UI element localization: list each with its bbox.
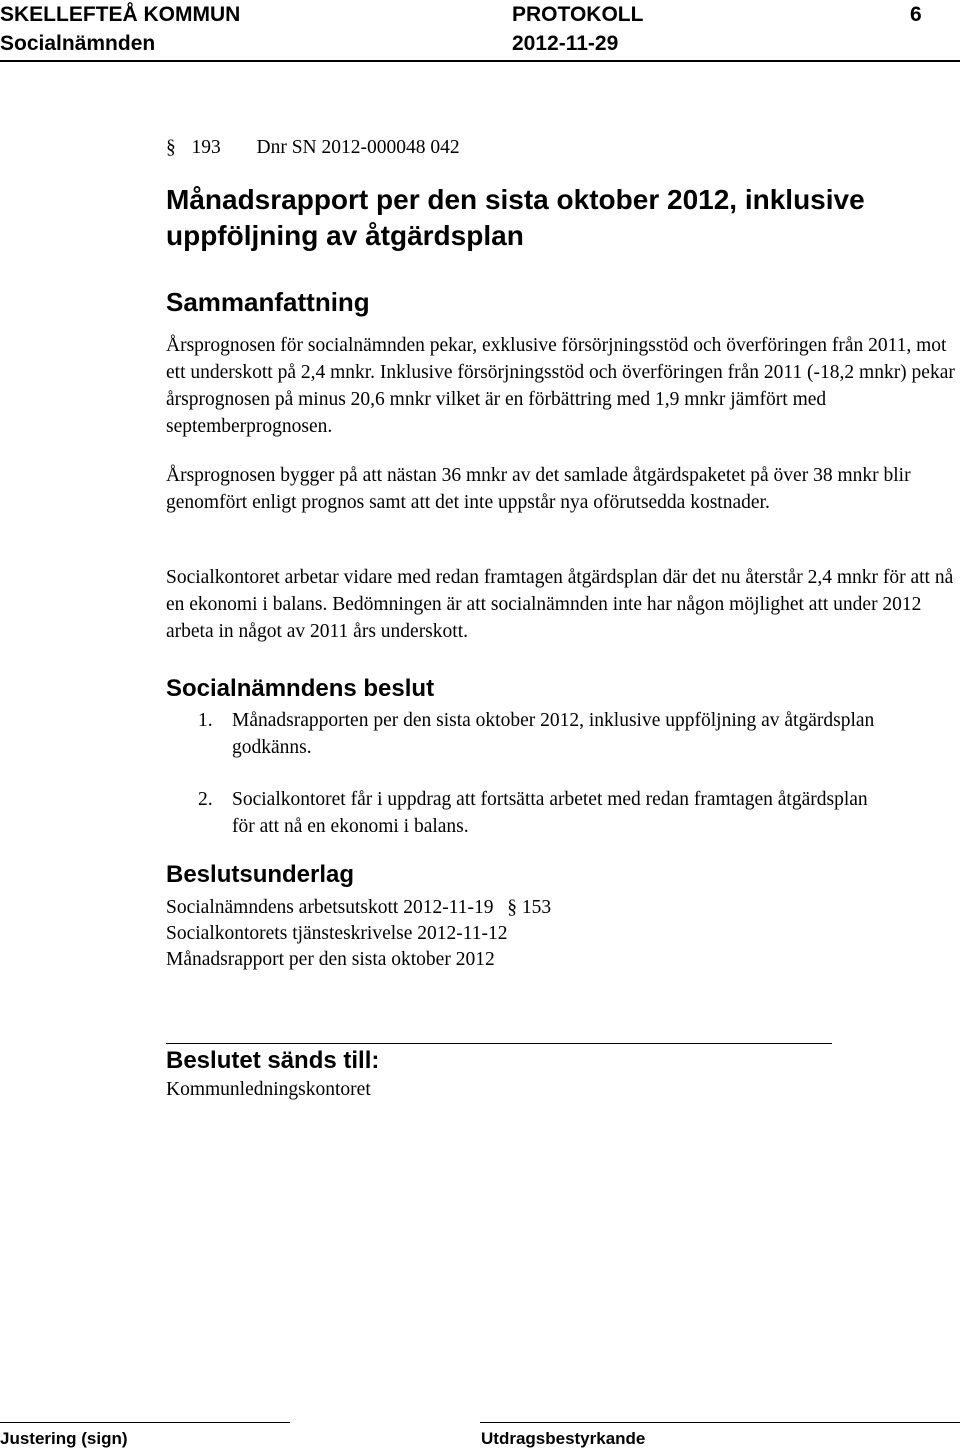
decision-item-2-text: Socialkontoret får i uppdrag att fortsätta arbetet med redan framtagen åtgärdsplan för att nå en ekonomi i balans. xyxy=(232,789,868,837)
footer-rule-left xyxy=(0,1422,290,1423)
decision-item-1-number: 1. xyxy=(198,710,213,731)
decision-item-2-number: 2. xyxy=(198,789,213,810)
summary-paragraph-3: Socialkontoret arbetar vidare med redan framtagen åtgärdsplan där det nu återstår 2,4 mnkr för att nå en ekonomi i balans. Bedömningen är att socialnämnden inte har någon möjlighet att under 2012 arbeta in något av 2011 års underskott. xyxy=(166,567,954,642)
basis-line-1-text: Socialnämndens arbetsutskott 2012-11-19 xyxy=(166,897,494,918)
page-title: Månadsrapport per den sista oktober 2012, inklusive uppföljning av åtgärdsplan xyxy=(166,184,865,251)
decision-heading: Socialnämndens beslut xyxy=(166,675,435,702)
organization-name: SKELLEFTEÅ KOMMUN xyxy=(0,3,241,26)
decision-item-1-text: Månadsrapporten per den sista oktober 2012, inklusive uppföljning av åtgärdsplan godkänns. xyxy=(232,710,875,758)
header-divider xyxy=(0,60,960,62)
summary-heading: Sammanfattning xyxy=(166,287,370,317)
footer-justification-label: Justering (sign) xyxy=(0,1429,128,1448)
paragraph-number: 193 xyxy=(191,137,221,158)
case-number: Dnr SN 2012-000048 042 xyxy=(256,137,460,158)
document-type: PROTOKOLL xyxy=(512,3,644,26)
paragraph-sign: § xyxy=(166,137,176,158)
basis-paragraph-sign: § xyxy=(507,897,517,918)
paragraph-reference xyxy=(166,135,460,161)
sent-to-recipient: Kommunledningskontoret xyxy=(166,1079,371,1100)
summary-paragraph-2: Årsprognosen bygger på att nästan 36 mnkr av det samlade åtgärdspaketet på över 38 mnkr blir genomfört enligt prognos samt att det inte uppstår nya oförutsedda kostnader. xyxy=(166,465,911,513)
basis-line-1 xyxy=(166,895,551,921)
basis-paragraph-ref: 153 xyxy=(521,897,552,918)
basis-line-3: Månadsrapport per den sista oktober 2012 xyxy=(166,949,495,970)
summary-paragraph-1: Årsprognosen för socialnämnden pekar, exklusive försörjningsstöd och överföringen från 2011, mot ett underskott på 2,4 mnkr. Inklusive försörjningsstöd och överföringen från 2011 (-18,2 mnkr) pekar årsprognosen på minus 20,6 mnkr vilket är en förbättring med 1,9 mnkr jämfört med septemberprognosen. xyxy=(166,335,955,437)
committee-name: Socialnämnden xyxy=(0,32,156,55)
footer-rule-right xyxy=(480,1422,960,1423)
basis-line-2: Socialkontorets tjänsteskrivelse 2012-11-12 xyxy=(166,923,508,944)
signature-line xyxy=(166,1043,832,1044)
page-number: 6 xyxy=(910,3,922,26)
basis-heading: Beslutsunderlag xyxy=(166,861,355,888)
meeting-date: 2012-11-29 xyxy=(512,32,619,55)
footer-extract-certification-label: Utdragsbestyrkande xyxy=(481,1429,646,1448)
sent-to-heading: Beslutet sänds till: xyxy=(166,1047,380,1074)
